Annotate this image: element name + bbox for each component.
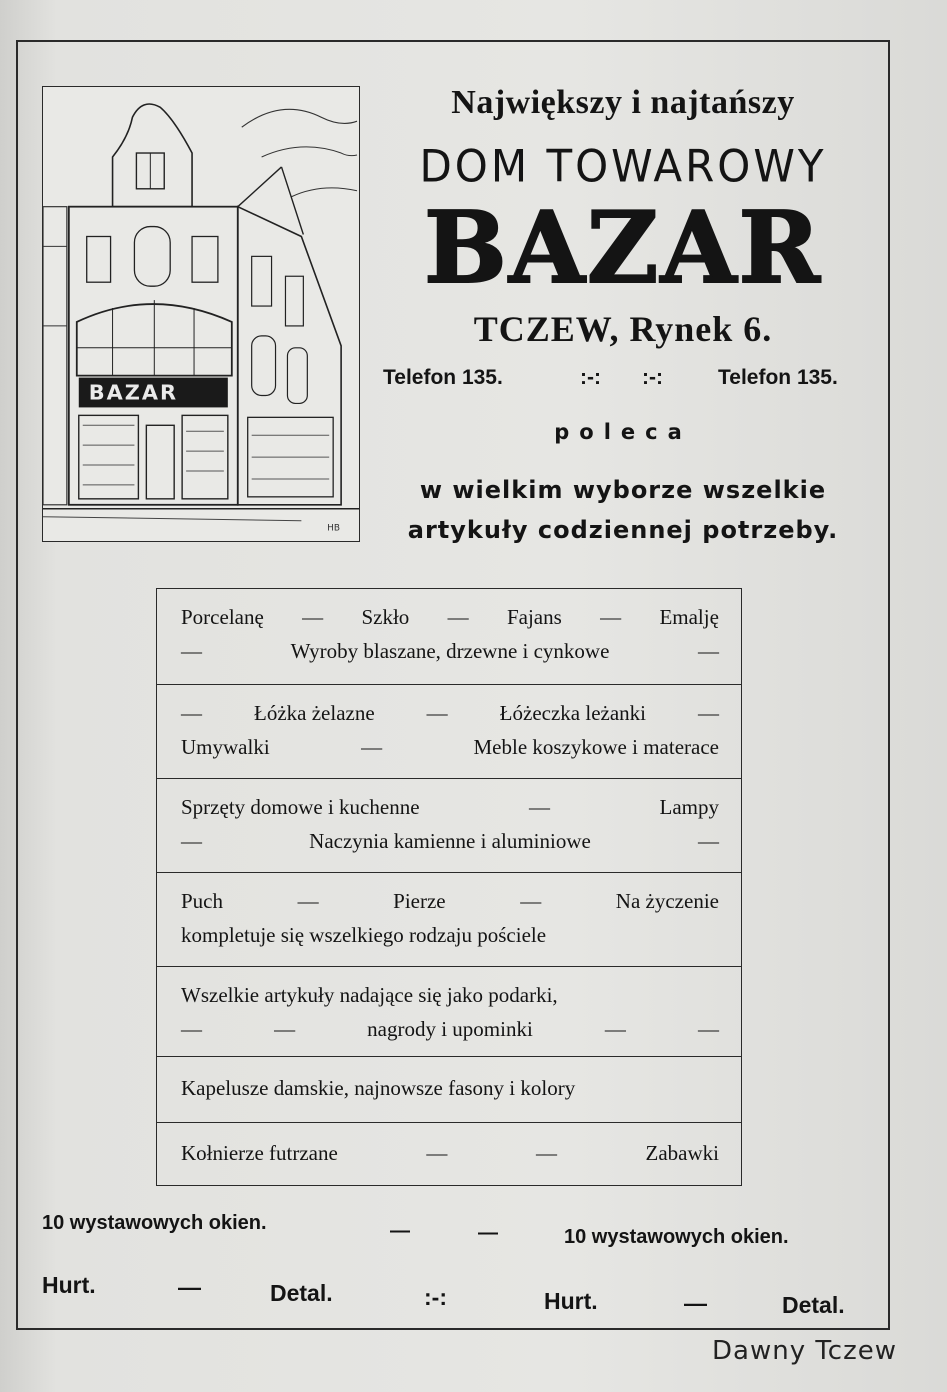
- retail-label-1: Detal.: [270, 1280, 333, 1306]
- recommends-label: poleca: [554, 420, 692, 444]
- product-text: Fajans: [506, 605, 562, 629]
- store-address: TCZEW, Rynek 6.: [473, 309, 773, 349]
- product-text: Pierze: [393, 889, 446, 913]
- product-row: [157, 779, 741, 873]
- product-text: —: [302, 605, 324, 629]
- product-text: Meble koszykowe i materace: [473, 735, 719, 759]
- product-line: [181, 1017, 719, 1042]
- product-row: [157, 589, 741, 685]
- product-text: —: [697, 639, 719, 663]
- product-text: —: [426, 701, 448, 725]
- headline-largest-cheapest: Największy i najtańszy: [451, 84, 795, 121]
- product-row: [157, 873, 741, 967]
- product-text: Wszelkie artykuły nadające się jako podarki,: [181, 983, 558, 1007]
- brand-name: BAZAR: [424, 191, 822, 306]
- wholesale-label-2: Hurt.: [544, 1288, 598, 1314]
- product-text: Emalję: [659, 605, 719, 629]
- product-text: —: [447, 605, 469, 629]
- product-text: —: [535, 1141, 557, 1165]
- product-line: [181, 983, 719, 1008]
- product-text: Kołnierze futrzane: [181, 1141, 338, 1165]
- footer-dash-2: —: [478, 1222, 498, 1244]
- shop-windows-left: 10 wystawowych okien.: [42, 1212, 267, 1234]
- product-text: Łóżka żelazne: [254, 701, 375, 725]
- product-text: Puch: [181, 889, 223, 913]
- phone-left: Telefon 135.: [383, 366, 503, 389]
- product-text: Sprzęty domowe i kuchenne: [181, 795, 420, 819]
- product-text: Umywalki: [181, 735, 270, 759]
- product-text: —: [426, 1141, 448, 1165]
- product-text: —: [181, 701, 202, 725]
- product-line: [181, 701, 719, 726]
- product-table: [156, 588, 742, 1186]
- shop-windows-right: 10 wystawowych okien.: [564, 1226, 789, 1248]
- building-drawing: [43, 87, 359, 541]
- subline-wide-selection: w wielkim wyborze wszelkie: [419, 476, 827, 504]
- artist-monogram: HB: [327, 523, 341, 534]
- product-line: [181, 735, 719, 760]
- product-text: —: [698, 829, 719, 853]
- phone-right: Telefon 135.: [718, 366, 838, 389]
- product-row: [157, 685, 741, 779]
- product-text: —: [361, 735, 383, 759]
- product-text: —: [181, 829, 202, 853]
- product-text: —: [529, 795, 551, 819]
- product-row: [157, 1123, 741, 1187]
- product-line: [181, 829, 719, 854]
- product-text: kompletuje się wszelkiego rodzaju pościele: [181, 923, 547, 947]
- product-text: Kapelusze damskie, najnowsze fasony i kolory: [181, 1076, 576, 1100]
- wholesale-label-1: Hurt.: [42, 1272, 96, 1298]
- product-line: [181, 889, 719, 914]
- headline-department-store: DOM TOWAROWY: [419, 140, 827, 193]
- product-text: —: [274, 1017, 296, 1041]
- product-text: Zabawki: [645, 1141, 719, 1165]
- footer-separator: :-:: [424, 1284, 447, 1310]
- product-row: [157, 967, 741, 1057]
- product-text: —: [697, 1017, 719, 1041]
- product-text: Łóżeczka leżanki: [499, 701, 646, 725]
- product-line: [181, 605, 719, 630]
- product-line: [181, 1076, 719, 1101]
- subline-daily-articles: artykuły codziennej potrzeby.: [407, 516, 839, 544]
- footer-dash-4: —: [684, 1290, 707, 1316]
- product-line: [181, 1141, 719, 1166]
- product-text: Na życzenie: [615, 889, 719, 913]
- product-line: [181, 923, 719, 948]
- product-line: [181, 795, 719, 820]
- product-text: Naczynia kamienne i aluminiowe: [309, 829, 591, 853]
- product-text: Porcelanę: [181, 605, 264, 629]
- product-text: —: [600, 605, 622, 629]
- product-text: —: [181, 1017, 202, 1041]
- footer-dash-3: —: [178, 1274, 201, 1300]
- product-text: —: [520, 889, 542, 913]
- product-text: —: [181, 639, 202, 663]
- product-text: —: [604, 1017, 626, 1041]
- product-text: —: [698, 701, 719, 725]
- product-line: [181, 639, 719, 664]
- separator-right: :-:: [642, 366, 663, 389]
- product-text: nagrody i upominki: [367, 1017, 533, 1041]
- product-text: —: [297, 889, 319, 913]
- product-row: [157, 1057, 741, 1123]
- separator-left: :-:: [580, 366, 601, 389]
- footer-dash-1: —: [390, 1220, 410, 1242]
- store-illustration: [42, 86, 360, 542]
- shop-sign-text: BAZAR: [88, 380, 179, 405]
- product-text: Szkło: [361, 605, 410, 629]
- watermark: Dawny Tczew: [712, 1336, 898, 1366]
- product-text: Wyroby blaszane, drzewne i cynkowe: [290, 639, 610, 663]
- retail-label-2: Detal.: [782, 1292, 845, 1318]
- product-text: Lampy: [659, 795, 719, 819]
